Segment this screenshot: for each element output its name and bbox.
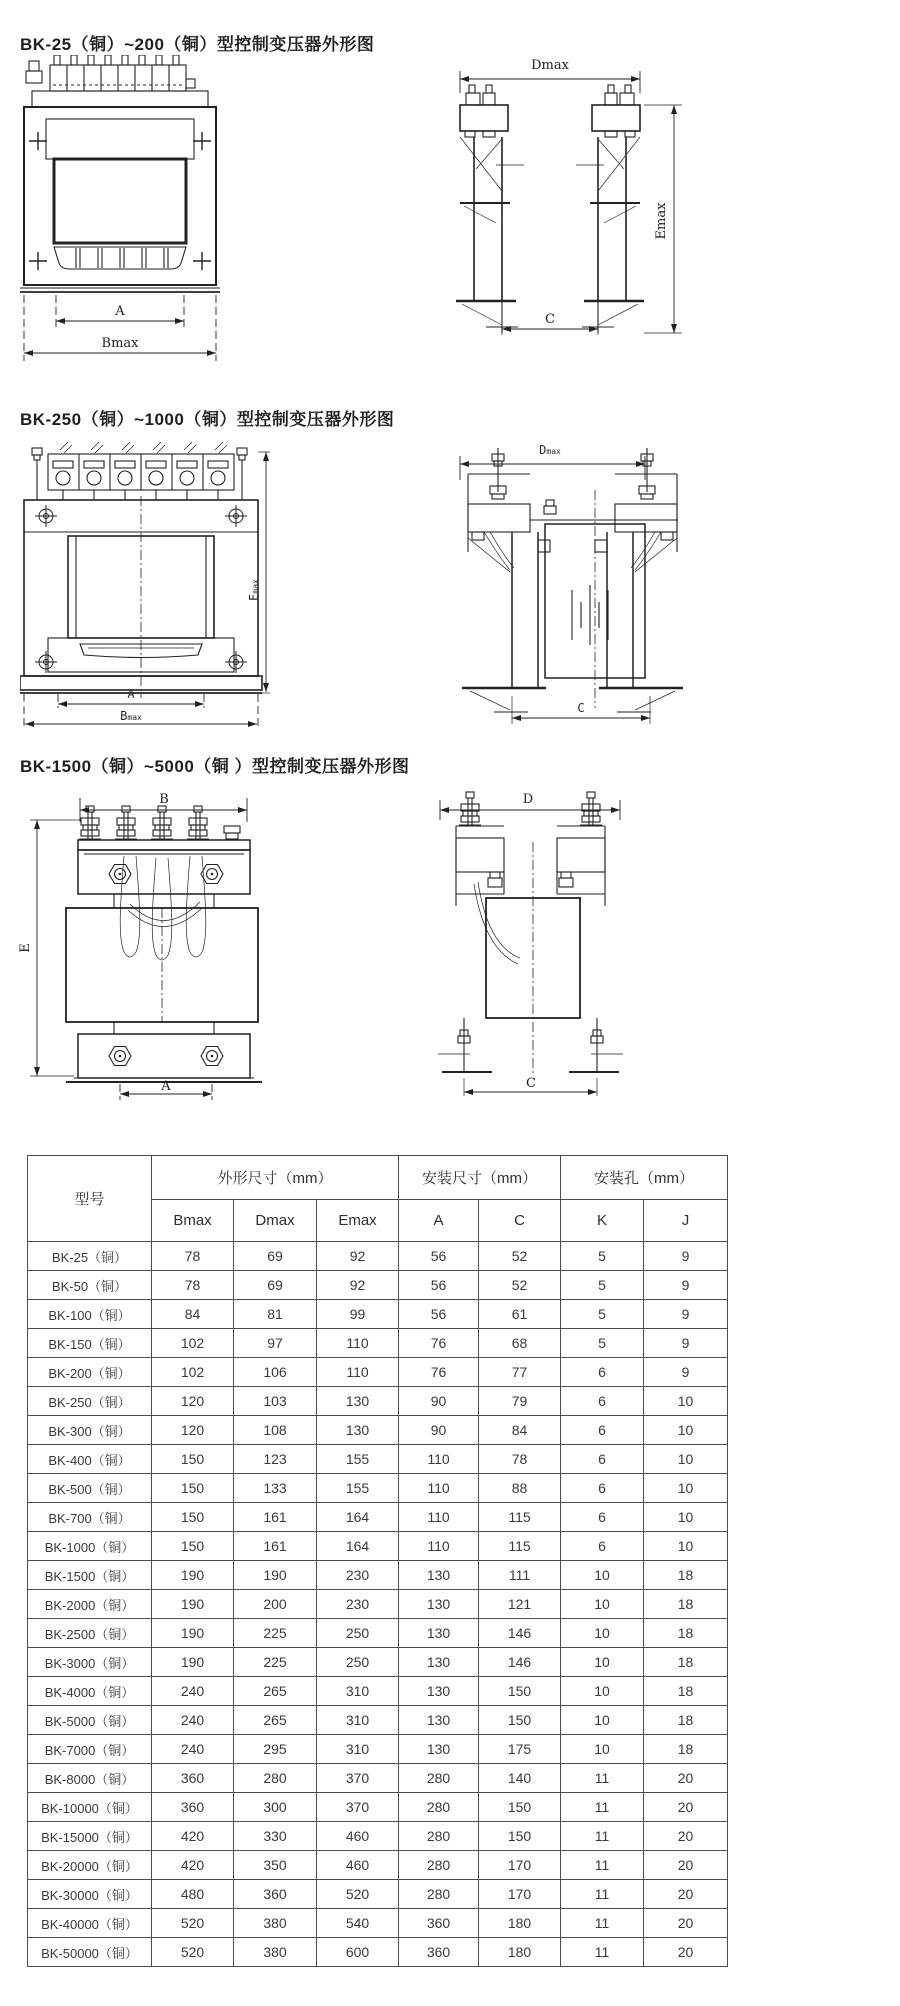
dim-label-dmax: Dmax [531, 58, 569, 73]
value-cell: 150 [479, 1706, 561, 1735]
value-cell: 5 [561, 1242, 644, 1271]
value-cell: 230 [317, 1561, 399, 1590]
section1-heading: BK-25（铜）~200（铜）型控制变压器外形图 [20, 35, 375, 54]
value-cell: 161 [234, 1503, 317, 1532]
col-header-k: K [561, 1200, 644, 1242]
table-row [28, 1242, 728, 1271]
hex-nut-icon [201, 1047, 223, 1066]
terminal-bolt-icon [79, 806, 101, 840]
value-cell: 175 [479, 1735, 561, 1764]
col-header-a: A [399, 1200, 479, 1242]
value-cell: 190 [152, 1590, 234, 1619]
value-cell: 240 [152, 1677, 234, 1706]
value-cell: 600 [317, 1938, 399, 1967]
value-cell: 92 [317, 1242, 399, 1271]
col-header-j: J [644, 1200, 728, 1242]
value-cell: 10 [561, 1735, 644, 1764]
dim-label-a: A [127, 687, 135, 701]
value-cell: 295 [234, 1735, 317, 1764]
section1-side-view-drawing [452, 55, 687, 340]
section2-front-view-drawing [20, 440, 270, 730]
value-cell: 20 [644, 1793, 728, 1822]
value-cell: 18 [644, 1619, 728, 1648]
value-cell: 110 [317, 1358, 399, 1387]
value-cell: 310 [317, 1677, 399, 1706]
value-cell: 10 [644, 1532, 728, 1561]
value-cell: 161 [234, 1532, 317, 1561]
value-cell: 180 [479, 1938, 561, 1967]
value-cell: 106 [234, 1358, 317, 1387]
table-row [28, 1271, 728, 1300]
mounting-cross-icon [29, 132, 47, 150]
table-row [28, 1648, 728, 1677]
value-cell: 10 [561, 1619, 644, 1648]
model-cell: BK-100（铜） [28, 1300, 152, 1329]
value-cell: 11 [561, 1822, 644, 1851]
value-cell: 69 [234, 1242, 317, 1271]
dim-label-c: C [545, 312, 555, 327]
value-cell: 78 [152, 1271, 234, 1300]
model-cell: BK-40000（铜） [28, 1909, 152, 1938]
value-cell: 20 [644, 1851, 728, 1880]
value-cell: 155 [317, 1474, 399, 1503]
value-cell: 150 [152, 1503, 234, 1532]
table-row [28, 1358, 728, 1387]
value-cell: 370 [317, 1764, 399, 1793]
table-row [28, 1416, 728, 1445]
value-cell: 20 [644, 1880, 728, 1909]
value-cell: 10 [561, 1561, 644, 1590]
model-cell: BK-10000（铜） [28, 1793, 152, 1822]
value-cell: 130 [399, 1735, 479, 1764]
value-cell: 10 [644, 1416, 728, 1445]
value-cell: 310 [317, 1706, 399, 1735]
value-cell: 225 [234, 1619, 317, 1648]
value-cell: 130 [317, 1387, 399, 1416]
value-cell: 280 [399, 1880, 479, 1909]
value-cell: 540 [317, 1909, 399, 1938]
dim-label-bmax: Bmax [101, 336, 139, 351]
model-cell: BK-1000（铜） [28, 1532, 152, 1561]
table-row [28, 1793, 728, 1822]
value-cell: 52 [479, 1271, 561, 1300]
value-cell: 150 [479, 1793, 561, 1822]
value-cell: 150 [152, 1532, 234, 1561]
value-cell: 350 [234, 1851, 317, 1880]
value-cell: 6 [561, 1416, 644, 1445]
value-cell: 123 [234, 1445, 317, 1474]
value-cell: 360 [152, 1793, 234, 1822]
model-cell: BK-1500（铜） [28, 1561, 152, 1590]
value-cell: 150 [152, 1445, 234, 1474]
value-cell: 9 [644, 1329, 728, 1358]
model-cell: BK-400（铜） [28, 1445, 152, 1474]
value-cell: 170 [479, 1851, 561, 1880]
value-cell: 6 [561, 1532, 644, 1561]
value-cell: 133 [234, 1474, 317, 1503]
model-cell: BK-2000（铜） [28, 1590, 152, 1619]
value-cell: 110 [399, 1445, 479, 1474]
value-cell: 225 [234, 1648, 317, 1677]
model-cell: BK-8000（铜） [28, 1764, 152, 1793]
value-cell: 310 [317, 1735, 399, 1764]
table-group-header-row [28, 1156, 728, 1200]
value-cell: 11 [561, 1764, 644, 1793]
value-cell: 280 [399, 1822, 479, 1851]
value-cell: 9 [644, 1358, 728, 1387]
dim-label-c: C [526, 1076, 536, 1091]
value-cell: 330 [234, 1822, 317, 1851]
value-cell: 150 [479, 1822, 561, 1851]
col-group-mounting-holes: 安装孔（mm） [561, 1156, 728, 1200]
value-cell: 84 [479, 1416, 561, 1445]
col-header-emax: Emax [317, 1200, 399, 1242]
value-cell: 130 [399, 1648, 479, 1677]
section3-side-view-drawing [428, 786, 633, 1106]
value-cell: 68 [479, 1329, 561, 1358]
value-cell: 20 [644, 1764, 728, 1793]
model-cell: BK-500（铜） [28, 1474, 152, 1503]
value-cell: 130 [399, 1677, 479, 1706]
model-cell: BK-20000（铜） [28, 1851, 152, 1880]
value-cell: 460 [317, 1851, 399, 1880]
mounting-cross-icon [193, 252, 211, 270]
dim-label-emax: Emax [247, 579, 261, 601]
hex-nut-icon [201, 865, 223, 884]
value-cell: 170 [479, 1880, 561, 1909]
value-cell: 6 [561, 1474, 644, 1503]
table-row [28, 1938, 728, 1967]
value-cell: 76 [399, 1358, 479, 1387]
dim-label-emax: Emax [654, 202, 669, 240]
value-cell: 76 [399, 1329, 479, 1358]
value-cell: 520 [317, 1880, 399, 1909]
value-cell: 130 [317, 1416, 399, 1445]
value-cell: 190 [152, 1648, 234, 1677]
table-row [28, 1909, 728, 1938]
value-cell: 69 [234, 1271, 317, 1300]
model-cell: BK-7000（铜） [28, 1735, 152, 1764]
value-cell: 520 [152, 1909, 234, 1938]
value-cell: 115 [479, 1503, 561, 1532]
value-cell: 360 [399, 1938, 479, 1967]
model-cell: BK-2500（铜） [28, 1619, 152, 1648]
value-cell: 10 [561, 1706, 644, 1735]
terminal-bolt-icon [115, 806, 137, 840]
value-cell: 11 [561, 1851, 644, 1880]
model-cell: BK-50（铜） [28, 1271, 152, 1300]
dim-label-a: A [115, 304, 125, 319]
value-cell: 20 [644, 1909, 728, 1938]
value-cell: 97 [234, 1329, 317, 1358]
value-cell: 280 [399, 1851, 479, 1880]
col-header-c: C [479, 1200, 561, 1242]
value-cell: 11 [561, 1909, 644, 1938]
value-cell: 20 [644, 1822, 728, 1851]
value-cell: 140 [479, 1764, 561, 1793]
value-cell: 130 [399, 1706, 479, 1735]
value-cell: 18 [644, 1706, 728, 1735]
value-cell: 121 [479, 1590, 561, 1619]
value-cell: 10 [644, 1503, 728, 1532]
value-cell: 6 [561, 1358, 644, 1387]
table-row [28, 1590, 728, 1619]
value-cell: 52 [479, 1242, 561, 1271]
model-cell: BK-5000（铜） [28, 1706, 152, 1735]
value-cell: 6 [561, 1503, 644, 1532]
table-row [28, 1677, 728, 1706]
value-cell: 300 [234, 1793, 317, 1822]
value-cell: 360 [152, 1764, 234, 1793]
section2-heading: BK-250（铜）~1000（铜）型控制变压器外形图 [20, 410, 395, 429]
value-cell: 11 [561, 1793, 644, 1822]
value-cell: 120 [152, 1416, 234, 1445]
value-cell: 10 [644, 1474, 728, 1503]
value-cell: 103 [234, 1387, 317, 1416]
value-cell: 370 [317, 1793, 399, 1822]
value-cell: 280 [234, 1764, 317, 1793]
value-cell: 102 [152, 1358, 234, 1387]
value-cell: 81 [234, 1300, 317, 1329]
value-cell: 20 [644, 1938, 728, 1967]
value-cell: 146 [479, 1619, 561, 1648]
value-cell: 10 [644, 1387, 728, 1416]
terminal-bolt-icon [151, 806, 173, 840]
value-cell: 280 [399, 1793, 479, 1822]
model-cell: BK-25（铜） [28, 1242, 152, 1271]
value-cell: 10 [644, 1445, 728, 1474]
value-cell: 120 [152, 1387, 234, 1416]
value-cell: 360 [399, 1909, 479, 1938]
value-cell: 110 [399, 1532, 479, 1561]
value-cell: 150 [479, 1677, 561, 1706]
hex-nut-icon [109, 865, 131, 884]
col-header-bmax: Bmax [152, 1200, 234, 1242]
table-row [28, 1445, 728, 1474]
col-group-outline-dims: 外形尺寸（mm） [152, 1156, 399, 1200]
col-group-mounting-dims: 安装尺寸（mm） [399, 1156, 561, 1200]
model-cell: BK-200（铜） [28, 1358, 152, 1387]
value-cell: 420 [152, 1851, 234, 1880]
dim-label-bmax: Bmax [120, 709, 142, 723]
value-cell: 240 [152, 1706, 234, 1735]
table-row [28, 1329, 728, 1358]
value-cell: 240 [152, 1735, 234, 1764]
value-cell: 520 [152, 1938, 234, 1967]
value-cell: 90 [399, 1416, 479, 1445]
table-row [28, 1561, 728, 1590]
section3-heading: BK-1500（铜）~5000（铜 ）型控制变压器外形图 [20, 757, 410, 776]
dim-label-e: E [18, 943, 33, 953]
value-cell: 18 [644, 1677, 728, 1706]
table-row [28, 1764, 728, 1793]
value-cell: 360 [234, 1880, 317, 1909]
spec-table-body [28, 1242, 728, 1967]
value-cell: 115 [479, 1532, 561, 1561]
value-cell: 130 [399, 1619, 479, 1648]
col-header-model: 型号 [28, 1156, 152, 1242]
value-cell: 99 [317, 1300, 399, 1329]
value-cell: 265 [234, 1677, 317, 1706]
value-cell: 61 [479, 1300, 561, 1329]
terminal-bolt-icon [187, 806, 209, 840]
value-cell: 9 [644, 1300, 728, 1329]
model-cell: BK-3000（铜） [28, 1648, 152, 1677]
value-cell: 164 [317, 1503, 399, 1532]
value-cell: 110 [317, 1329, 399, 1358]
value-cell: 6 [561, 1387, 644, 1416]
value-cell: 90 [399, 1387, 479, 1416]
value-cell: 200 [234, 1590, 317, 1619]
value-cell: 110 [399, 1503, 479, 1532]
value-cell: 78 [479, 1445, 561, 1474]
value-cell: 190 [152, 1619, 234, 1648]
value-cell: 9 [644, 1271, 728, 1300]
value-cell: 380 [234, 1938, 317, 1967]
table-row [28, 1851, 728, 1880]
value-cell: 180 [479, 1909, 561, 1938]
value-cell: 380 [234, 1909, 317, 1938]
value-cell: 9 [644, 1242, 728, 1271]
value-cell: 18 [644, 1590, 728, 1619]
table-row [28, 1735, 728, 1764]
value-cell: 230 [317, 1590, 399, 1619]
dim-label-dmax: Dmax [539, 443, 561, 457]
hex-nut-icon [109, 1047, 131, 1066]
table-row [28, 1822, 728, 1851]
value-cell: 92 [317, 1271, 399, 1300]
value-cell: 280 [399, 1764, 479, 1793]
mounting-cross-icon [193, 132, 211, 150]
section3-front-view-drawing [18, 786, 273, 1106]
value-cell: 5 [561, 1271, 644, 1300]
value-cell: 130 [399, 1590, 479, 1619]
mounting-cross-icon [29, 252, 47, 270]
value-cell: 420 [152, 1822, 234, 1851]
value-cell: 5 [561, 1300, 644, 1329]
value-cell: 88 [479, 1474, 561, 1503]
value-cell: 102 [152, 1329, 234, 1358]
model-cell: BK-300（铜） [28, 1416, 152, 1445]
model-cell: BK-4000（铜） [28, 1677, 152, 1706]
model-cell: BK-50000（铜） [28, 1938, 152, 1967]
value-cell: 110 [399, 1474, 479, 1503]
value-cell: 265 [234, 1706, 317, 1735]
section1-front-view-drawing [20, 55, 220, 370]
value-cell: 150 [152, 1474, 234, 1503]
spec-table [27, 1155, 728, 1967]
value-cell: 250 [317, 1648, 399, 1677]
mounting-hole-icon [225, 651, 247, 673]
mounting-hole-icon [225, 505, 247, 527]
table-row [28, 1474, 728, 1503]
value-cell: 10 [561, 1648, 644, 1677]
value-cell: 190 [152, 1561, 234, 1590]
model-cell: BK-150（铜） [28, 1329, 152, 1358]
dim-label-a: A [161, 1079, 171, 1094]
value-cell: 84 [152, 1300, 234, 1329]
value-cell: 6 [561, 1445, 644, 1474]
dim-label-b: B [159, 792, 169, 807]
value-cell: 11 [561, 1880, 644, 1909]
section2-side-view-drawing [450, 440, 695, 730]
value-cell: 56 [399, 1271, 479, 1300]
dim-label-c: C [577, 701, 585, 715]
value-cell: 108 [234, 1416, 317, 1445]
dim-label-d: D [522, 792, 534, 807]
value-cell: 78 [152, 1242, 234, 1271]
table-row [28, 1706, 728, 1735]
table-row [28, 1387, 728, 1416]
value-cell: 5 [561, 1329, 644, 1358]
mounting-hole-icon [35, 505, 57, 527]
value-cell: 480 [152, 1880, 234, 1909]
col-header-dmax: Dmax [234, 1200, 317, 1242]
value-cell: 18 [644, 1561, 728, 1590]
value-cell: 77 [479, 1358, 561, 1387]
value-cell: 56 [399, 1242, 479, 1271]
value-cell: 11 [561, 1938, 644, 1967]
model-cell: BK-15000（铜） [28, 1822, 152, 1851]
table-row [28, 1880, 728, 1909]
model-cell: BK-700（铜） [28, 1503, 152, 1532]
value-cell: 164 [317, 1532, 399, 1561]
table-row [28, 1503, 728, 1532]
value-cell: 10 [561, 1590, 644, 1619]
table-row [28, 1532, 728, 1561]
value-cell: 56 [399, 1300, 479, 1329]
mounting-hole-icon [35, 651, 57, 673]
model-cell: BK-30000（铜） [28, 1880, 152, 1909]
table-row [28, 1300, 728, 1329]
value-cell: 146 [479, 1648, 561, 1677]
model-cell: BK-250（铜） [28, 1387, 152, 1416]
value-cell: 10 [561, 1677, 644, 1706]
table-row [28, 1619, 728, 1648]
value-cell: 79 [479, 1387, 561, 1416]
value-cell: 460 [317, 1822, 399, 1851]
value-cell: 18 [644, 1648, 728, 1677]
value-cell: 190 [234, 1561, 317, 1590]
value-cell: 155 [317, 1445, 399, 1474]
value-cell: 250 [317, 1619, 399, 1648]
value-cell: 130 [399, 1561, 479, 1590]
value-cell: 111 [479, 1561, 561, 1590]
value-cell: 18 [644, 1735, 728, 1764]
